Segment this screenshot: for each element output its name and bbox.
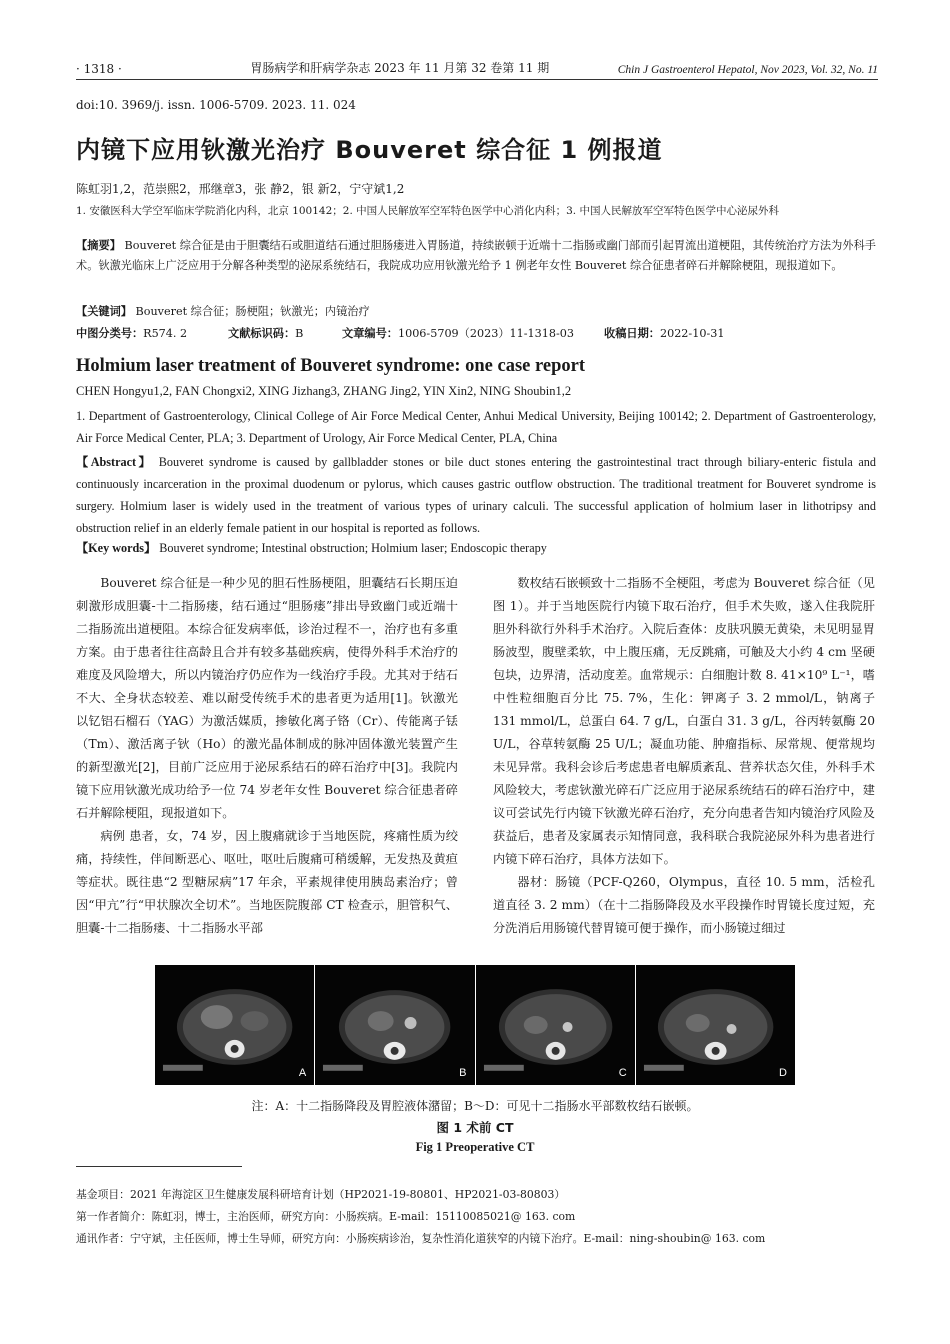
panel-label: C: [618, 1067, 627, 1079]
doc-value: B: [295, 327, 304, 340]
article-value: 1006-5709（2023）11-1318-03: [397, 327, 575, 340]
affiliations-en: 1. Department of Gastroenterology, Clinical College of Air Force Medical Center, Anhui Medical University, Beijing 100142; 2. Department of Gastroenterology, Air Force Medical Center, PLA; 3. Department of Urology, Air Force Medical Center, PLA, China: [76, 409, 876, 445]
page-number: · 1318 ·: [76, 62, 122, 76]
footnote-funding: 基金项目：2021 年海淀区卫生健康发展科研培育计划（HP2021-19-80801、HP2021-03-80803）: [76, 1188, 566, 1201]
panel-label: B: [459, 1067, 467, 1079]
ct-scan-image: [636, 965, 795, 1085]
running-header: [76, 54, 878, 80]
ct-scan-image: [155, 965, 314, 1085]
keywords-en: [76, 539, 547, 556]
abstract-cn-text: Bouveret 综合征是由于胆囊结石或胆道结石通过胆肠瘘进入胃肠道，持续嵌顿于近端十二指肠或幽门部而引起胃流出道梗阻，其传统治疗方法为外科手术。钬激光临床上广泛应用于分解各种类型的泌尿系统结石，我院成功应用钬激光给予 1 例老年女性 Bouveret 综合征患者碎石并解除梗阻，现报道如下。: [76, 239, 876, 272]
doi: doi:10. 3969/j. issn. 1006-5709. 2023. 11. 024: [76, 98, 356, 112]
ct-scan-image: [476, 965, 635, 1085]
received-label: 收稿日期：: [604, 327, 660, 340]
keywords-cn: [76, 303, 876, 319]
ct-image-panel: [315, 965, 474, 1085]
footnote-first-author: 第一作者简介：陈虹羽，博士，主治医师，研究方向：小肠疾病。E-mail：15110085021@ 163. com: [76, 1210, 576, 1223]
keywords-en-label: 【Key words】: [76, 541, 157, 555]
ct-image-panel: [476, 965, 635, 1085]
authors-en: CHEN Hongyu1,2, FAN Chongxi2, XING Jizhang3, ZHANG Jing2, YIN Xin2, NING Shoubin1,2: [76, 384, 572, 398]
doc-label: 文献标识码：: [228, 327, 296, 340]
ct-scan-image: [315, 965, 474, 1085]
figure-title-en: Fig 1 Preoperative CT: [415, 1140, 535, 1154]
figure-note: 注：A：十二指肠降段及胃腔液体潴留；B～D：可见十二指肠水平部数枚结石嵌顿。: [251, 1099, 699, 1113]
clc-label: 中图分类号：: [76, 327, 144, 340]
footnote-divider: [76, 1166, 242, 1167]
title-cn: 内镜下应用钬激光治疗 Bouveret 综合征 1 例报道: [76, 136, 663, 164]
body-paragraph: Bouveret 综合征是一种少见的胆石性肠梗阻，胆囊结石长期压迫刺激形成胆囊-十二指肠瘘，结石通过“胆肠瘘”排出导致幽门或近端十二指肠流出道梗阻。本综合征发病率低，诊治过程不一，治疗也有多重方案。由于患者往往高龄且合并有较多基础疾病，使得外科手术治疗的难度及风险增大，所以内镜治疗仍应作为一线治疗手段。尤其对于结石不大、全身状态较差、难以耐受传统手术的患者更为适用[1]。钬激光以钇铝石榴石（YAG）为激活媒质，掺敏化离子铬（Cr）、传能离子铥（Tm）、激活离子钬（Ho）的激光晶体制成的脉冲固体激光装置产生的新型激光[2]，目前广泛应用于泌尿系结石的碎石治疗中[3]。我院内镜下应用钬激光成功给予一位 74 岁老年女性 Bouveret 综合征患者碎石并解除梗阻，现报道如下。: [76, 576, 458, 820]
keywords-cn-label: 【关键词】: [76, 305, 132, 318]
journal-cn: 胃肠病学和肝病学杂志 2023 年 11 月第 32 卷第 11 期: [250, 61, 550, 75]
ct-image-panel: [155, 965, 314, 1085]
received-value: 2022-10-31: [659, 327, 725, 340]
article-meta: [76, 325, 876, 341]
body-column-left: [76, 572, 458, 940]
journal-en: Chin J Gastroenterol Hepatol, Nov 2023, Vol. 32, No. 11: [617, 64, 878, 76]
article-label: 文章编号：: [342, 327, 398, 340]
abstract-en: [76, 451, 876, 539]
clc-value: R574. 2: [143, 327, 188, 340]
keywords-en-text: Bouveret syndrome; Intestinal obstruction; Holmium laser; Endoscopic therapy: [159, 541, 547, 555]
abstract-cn-label: 【摘要】: [76, 239, 121, 252]
panel-label: A: [298, 1067, 307, 1079]
body-column-right: [493, 572, 875, 940]
body-paragraph: 器材：肠镜（PCF-Q260，Olympus，直径 10. 5 mm，活检孔道直径 3. 2 mm）（在十二指肠降段及水平段操作时胃镜长度过短，充分洗消后用肠镜代替胃镜可便于操作，而小肠镜过细过: [493, 875, 875, 935]
affiliations-cn: 1. 安徽医科大学空军临床学院消化内科，北京 100142；2. 中国人民解放军空军特色医学中心消化内科；3. 中国人民解放军空军特色医学中心泌尿外科: [76, 205, 779, 217]
keywords-cn-text: Bouveret 综合征；肠梗阻；钬激光；内镜治疗: [135, 305, 370, 318]
abstract-en-label: 【Abstract】: [76, 455, 154, 469]
figure-title-cn: 图 1 术前 CT: [436, 1120, 514, 1135]
authors-cn: 陈虹羽1,2，范崇熙2，邢继章3，张 静2，银 新2，宁守斌1,2: [76, 182, 405, 196]
ct-image-panel: [636, 965, 795, 1085]
body-paragraph: 数枚结石嵌顿致十二指肠不全梗阻，考虑为 Bouveret 综合征（见图 1）。并于当地医院行内镜下取石治疗，但手术失败，遂入住我院肝胆外科欲行外科手术治疗。入院后查体：皮肤巩膜无黄染，未见明显胃肠波型，腹壁柔软，中上腹压痛，无反跳痛，可触及大小约 4 cm 坚硬包块，边界清，活动度差。血常规示：白细胞计数 8. 41×10⁹ L⁻¹，嗜中性粒细胞百分比 75. 7%，生化：钾离子 3. 2 mmol/L，钠离子 131 mmol/L，总蛋白 64. 7 g/L，白蛋白 31. 3 g/L，谷丙转氨酶 20 U/L，谷草转氨酶 25 U/L；凝血功能、肿瘤指标、尿常规、便常规均未见异常。我科会诊后考虑患者电解质紊乱、营养状态欠佳，外科手术风险较大，考虑钬激光碎石广泛应用于泌尿系统结石的碎石治疗中，建议可尝试先行内镜下钬激光碎石治疗，充分向患者告知内镜治疗风险及获益后，患者及家属表示知情同意，我科联合我院泌尿外科为患者进行内镜下碎石治疗，具体方法如下。: [493, 576, 875, 866]
footnotes: [76, 1184, 876, 1250]
abstract-cn: [76, 236, 876, 276]
figure-1: [155, 965, 795, 1085]
body-paragraph: 病例 患者，女，74 岁，因上腹痛就诊于当地医院，疼痛性质为绞痛，持续性，伴间断恶心、呕吐，呕吐后腹痛可稍缓解，无发热及黄疸等症状。既往患“2 型糖尿病”17 年余，平素规律使用胰岛素治疗；曾因“甲亢”行“甲状腺次全切术”。当地医院腹部 CT 检查示，胆管积气、胆囊-十二指肠瘘、十二指肠水平部: [76, 829, 458, 935]
title-en: Holmium laser treatment of Bouveret syndrome: one case report: [76, 356, 585, 376]
abstract-en-text: Bouveret syndrome is caused by gallbladder stones or bile duct stones entering the gastrointestinal tract through biliary-enteric fistula and continuously incarceration in the proximal duodenum or pylorus, which causes gastric outflow obstruction. The traditional treatment for Bouveret syndrome is surgery. Holmium laser is widely used in the treatment of various types of urinary calculi. The successful application of holmium laser in lithotripsy and obstruction relief in an elderly female patient in our hospital is reported as follows.: [76, 455, 876, 535]
footnote-corresponding-author: 通讯作者：宁守斌，主任医师，博士生导师，研究方向：小肠疾病诊治，复杂性消化道狭窄的内镜下治疗。E-mail：ning-shoubin@ 163. com: [76, 1232, 766, 1245]
panel-label: D: [779, 1067, 787, 1079]
